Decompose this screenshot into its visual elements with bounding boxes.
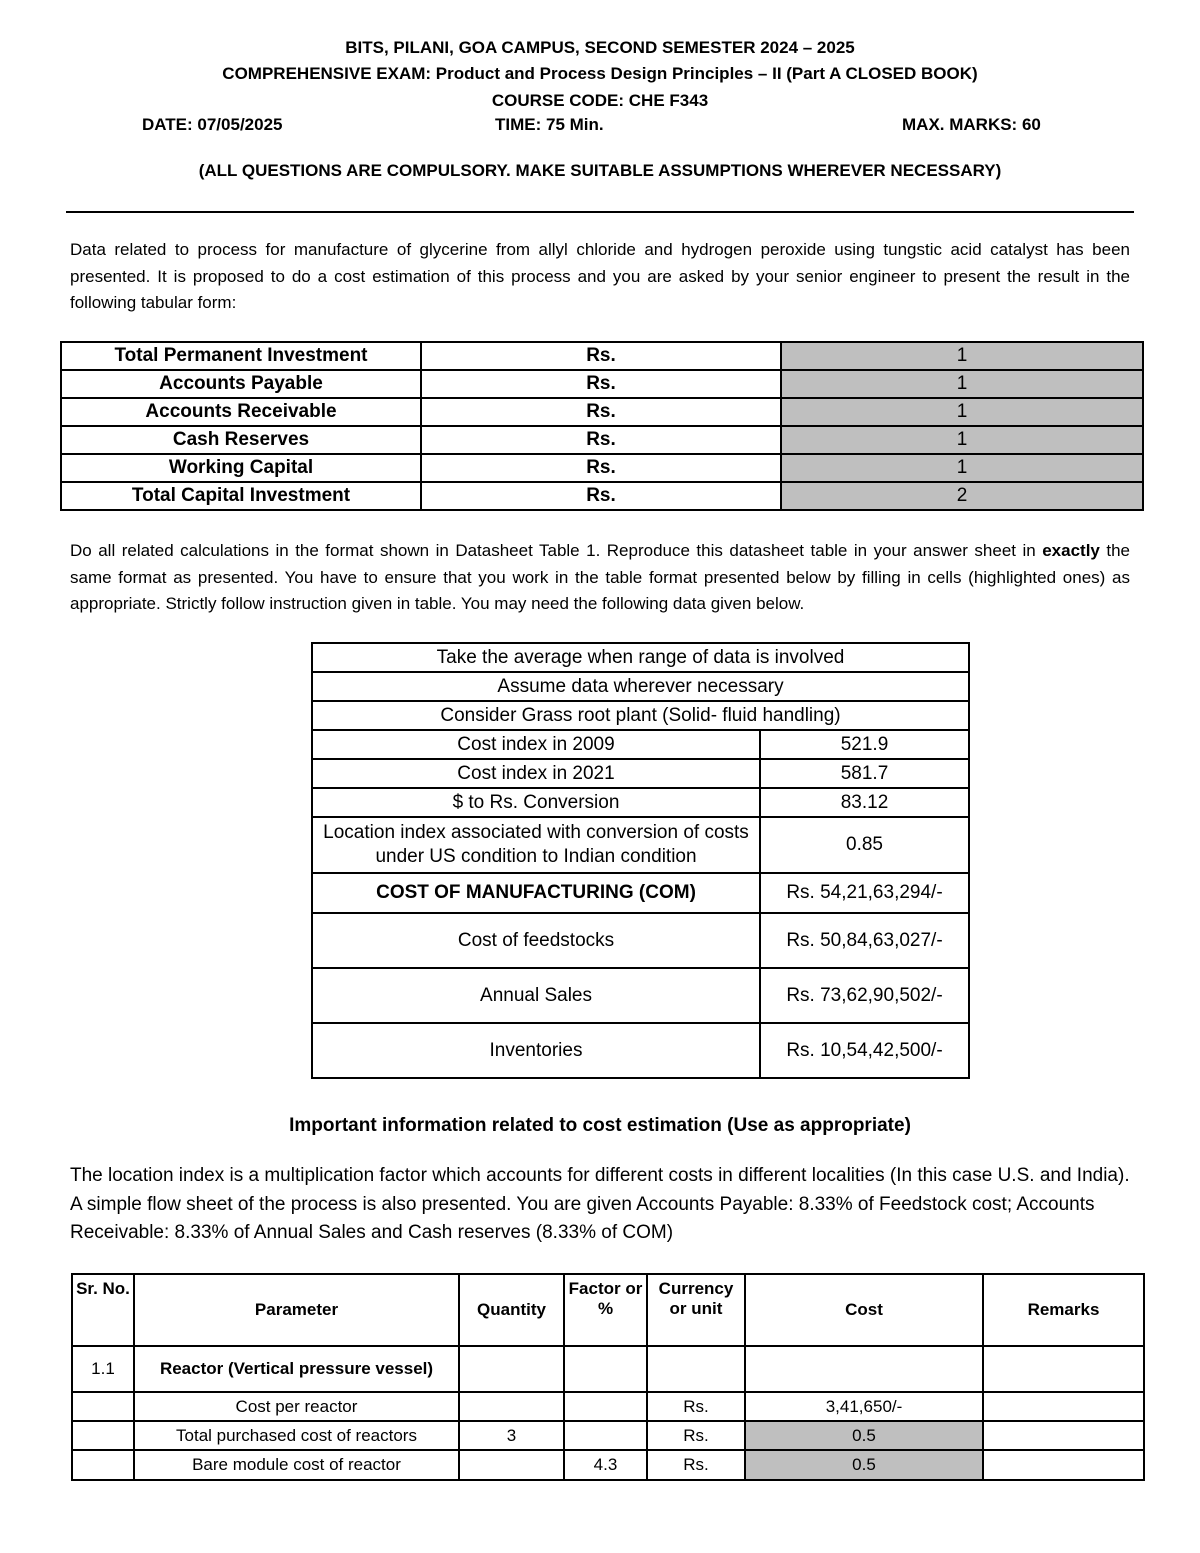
- data-row: [312, 730, 969, 759]
- datasheet-table: [71, 1273, 1145, 1481]
- data-value: 83.12: [760, 788, 969, 817]
- summary-marks: 1: [781, 454, 1143, 482]
- summary-row: [61, 398, 1143, 426]
- row-unit: Rs.: [647, 1450, 745, 1480]
- empty-cell: [983, 1346, 1144, 1392]
- summary-row: [61, 482, 1143, 510]
- empty-cell: [72, 1421, 134, 1450]
- data-row: [312, 1023, 969, 1078]
- row-unit: Rs.: [647, 1421, 745, 1450]
- empty-cell: [647, 1346, 745, 1392]
- row-parameter: Total purchased cost of reactors: [134, 1421, 459, 1450]
- section-row: [72, 1346, 1144, 1392]
- summary-unit: Rs.: [421, 342, 781, 370]
- empty-cell: [745, 1346, 983, 1392]
- data-row: [312, 788, 969, 817]
- summary-row: [61, 342, 1143, 370]
- row-quantity: 3: [459, 1421, 564, 1450]
- data-value: 521.9: [760, 730, 969, 759]
- data-value: Rs. 50,84,63,027/-: [760, 913, 969, 968]
- university-title: BITS, PILANI, GOA CAMPUS, SECOND SEMESTER 2024 – 2025: [345, 38, 855, 57]
- exam-time: TIME: 75 Min.: [495, 115, 604, 134]
- data-row: [312, 759, 969, 788]
- summary-label: Accounts Receivable: [61, 398, 421, 426]
- section-sr: 1.1: [72, 1346, 134, 1392]
- instructions-banner: (ALL QUESTIONS ARE COMPULSORY. MAKE SUITABLE ASSUMPTIONS WHEREVER NECESSARY): [198, 161, 1002, 180]
- section-parameter: Reactor (Vertical pressure vessel): [134, 1346, 459, 1392]
- given-data-table: [311, 642, 970, 1079]
- row-cost: 0.5: [745, 1421, 983, 1450]
- summary-label: Working Capital: [61, 454, 421, 482]
- com-value: Rs. 54,21,63,294/-: [760, 873, 969, 913]
- note-assume: Assume data wherever necessary: [312, 672, 969, 701]
- data-value: 581.7: [760, 759, 969, 788]
- data-value: 0.85: [760, 817, 969, 873]
- header-remarks: Remarks: [983, 1274, 1144, 1346]
- summary-label: Accounts Payable: [61, 370, 421, 398]
- table-row: [72, 1450, 1144, 1480]
- exam-title: COMPREHENSIVE EXAM: Product and Process Design Principles – II (Part A CLOSED BOOK): [222, 64, 978, 83]
- course-code: COURSE CODE: CHE F343: [491, 91, 709, 110]
- header-sr: Sr. No.: [72, 1274, 134, 1346]
- row-unit: Rs.: [647, 1392, 745, 1421]
- datasheet-instructions: [70, 538, 1130, 618]
- header-factor: Factor or %: [564, 1274, 647, 1346]
- data-label: Cost of feedstocks: [312, 913, 760, 968]
- data-label: Cost index in 2021: [312, 759, 760, 788]
- empty-cell: [72, 1392, 134, 1421]
- empty-cell: [72, 1450, 134, 1480]
- com-row: [312, 873, 969, 913]
- header-parameter: Parameter: [134, 1274, 459, 1346]
- exam-date: DATE: 07/05/2025: [142, 115, 283, 134]
- summary-marks: 1: [781, 370, 1143, 398]
- header-divider: [66, 211, 1134, 213]
- summary-marks: 1: [781, 398, 1143, 426]
- summary-unit: Rs.: [421, 426, 781, 454]
- instr-text-1: Do all related calculations in the format shown in Datasheet Table 1. Reproduce this datasheet table in your answer sheet in: [70, 541, 1043, 560]
- data-row: [312, 817, 969, 873]
- summary-label: Total Permanent Investment: [61, 342, 421, 370]
- header-cost: Cost: [745, 1274, 983, 1346]
- row-quantity: [459, 1392, 564, 1421]
- row-factor: [564, 1421, 647, 1450]
- row-remarks: [983, 1392, 1144, 1421]
- instr-emphasis: exactly: [1042, 541, 1100, 560]
- row-remarks: [983, 1421, 1144, 1450]
- row-factor: [564, 1392, 647, 1421]
- data-label: Cost index in 2009: [312, 730, 760, 759]
- instr-text-2: the same format as presented. You have to ensure that you work in the table format presented below by filling in cells (highlighted ones) as appropriate. Strictly follow instruction given in table. You may need the following data given below.: [70, 541, 1131, 613]
- summary-unit: Rs.: [421, 370, 781, 398]
- table-row: [72, 1421, 1144, 1450]
- header-quantity: Quantity: [459, 1274, 564, 1346]
- row-parameter: Cost per reactor: [134, 1392, 459, 1421]
- data-row: [312, 968, 969, 1023]
- empty-cell: [564, 1346, 647, 1392]
- data-row: [312, 913, 969, 968]
- data-label: Annual Sales: [312, 968, 760, 1023]
- summary-label: Cash Reserves: [61, 426, 421, 454]
- important-info-title: Important information related to cost estimation (Use as appropriate): [289, 1115, 911, 1136]
- summary-unit: Rs.: [421, 454, 781, 482]
- summary-row: [61, 454, 1143, 482]
- summary-marks: 1: [781, 342, 1143, 370]
- summary-marks: 1: [781, 426, 1143, 454]
- row-factor: 4.3: [564, 1450, 647, 1480]
- summary-label: Total Capital Investment: [61, 482, 421, 510]
- row-cost: 3,41,650/-: [745, 1392, 983, 1421]
- row-cost: 0.5: [745, 1450, 983, 1480]
- summary-row: [61, 370, 1143, 398]
- table-row: [72, 1392, 1144, 1421]
- row-remarks: [983, 1450, 1144, 1480]
- summary-marks: 2: [781, 482, 1143, 510]
- summary-table: [60, 341, 1144, 511]
- summary-unit: Rs.: [421, 482, 781, 510]
- row-parameter: Bare module cost of reactor: [134, 1450, 459, 1480]
- note-average: Take the average when range of data is involved: [312, 643, 969, 672]
- com-label: COST OF MANUFACTURING (COM): [312, 873, 760, 913]
- summary-row: [61, 426, 1143, 454]
- datasheet-header-row: [72, 1274, 1144, 1346]
- important-info-text: The location index is a multiplication factor which accounts for different costs in different localities (In this case U.S. and India). A simple flow sheet of the process is also presented. You are given Accounts Payable: 8.33% of Feedstock cost; Accounts Receivable: 8.33% of Annual Sales and Cash reserves (8.33% of COM): [70, 1165, 1130, 1243]
- data-label: Inventories: [312, 1023, 760, 1078]
- max-marks: MAX. MARKS: 60: [902, 115, 1041, 134]
- row-quantity: [459, 1450, 564, 1480]
- empty-cell: [459, 1346, 564, 1392]
- header-currency: Currency or unit: [647, 1274, 745, 1346]
- summary-unit: Rs.: [421, 398, 781, 426]
- data-value: Rs. 73,62,90,502/-: [760, 968, 969, 1023]
- data-value: Rs. 10,54,42,500/-: [760, 1023, 969, 1078]
- intro-paragraph: Data related to process for manufacture of glycerine from allyl chloride and hydrogen peroxide using tungstic acid catalyst has been presented. It is proposed to do a cost estimation of this process and you are asked by your senior engineer to present the result in the following tabular form:: [70, 240, 1130, 312]
- note-grassroot: Consider Grass root plant (Solid- fluid handling): [312, 701, 969, 730]
- data-label: Location index associated with conversion of costs under US condition to Indian condition: [312, 817, 760, 873]
- data-label: $ to Rs. Conversion: [312, 788, 760, 817]
